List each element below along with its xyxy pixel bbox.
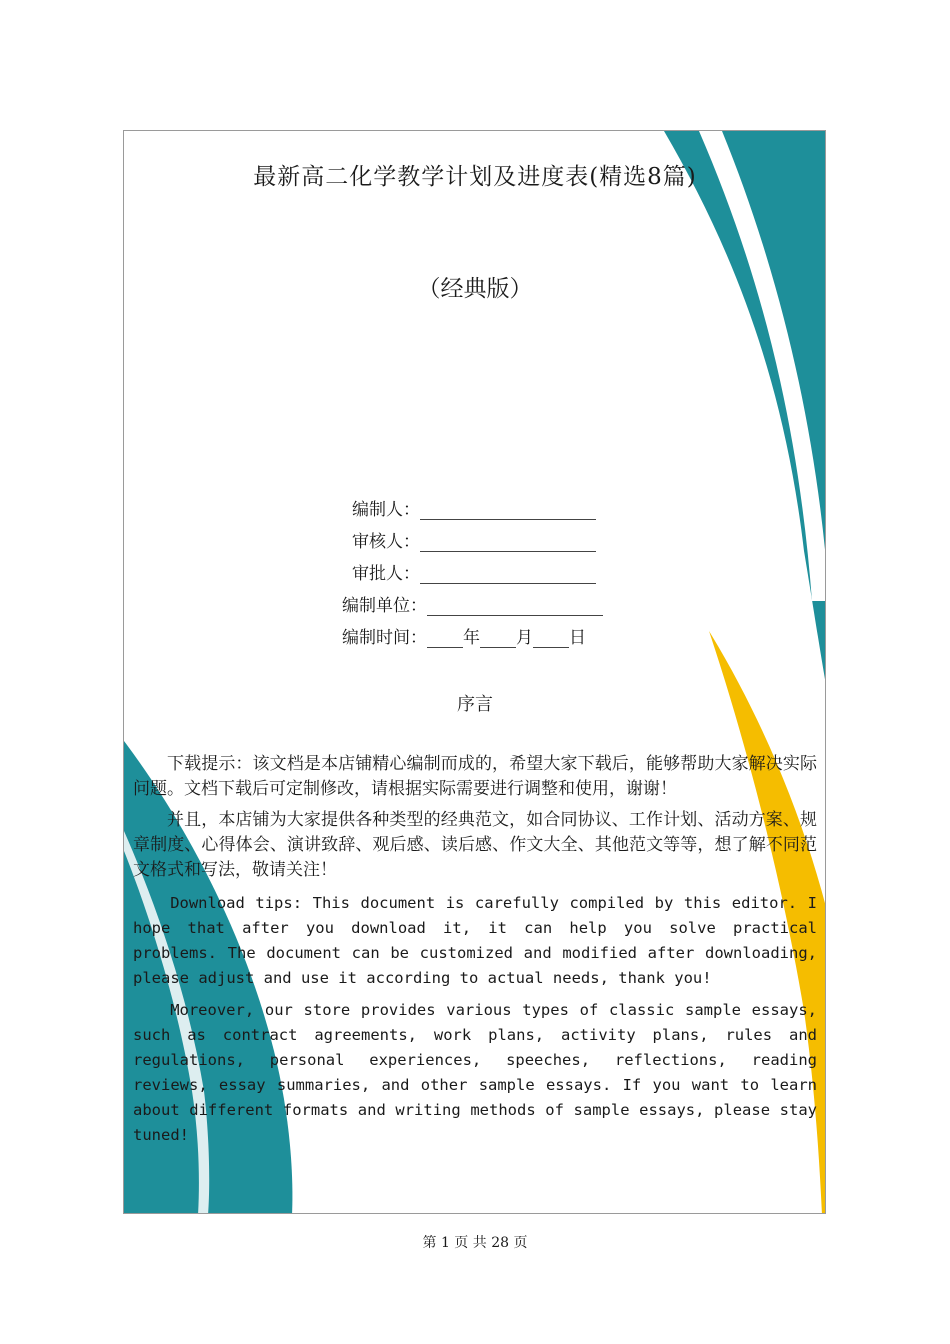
document-subtitle: （经典版） bbox=[417, 276, 533, 302]
unit-input-line[interactable] bbox=[427, 600, 603, 616]
reviewer-input-line[interactable] bbox=[420, 536, 596, 552]
unit-field bbox=[342, 591, 603, 616]
year-input-line[interactable] bbox=[427, 632, 463, 648]
paragraph-cn-2: 并且，本店铺为大家提供各种类型的经典范文，如合同协议、工作计划、活动方案、规章制度、心得体会、演讲致辞、观后感、读后感、作文大全、其他范文等等，想了解不同范文格式和写法，敬请关注！ bbox=[133, 810, 817, 880]
paragraph-cn-1: 下载提示：该文档是本店铺精心编制而成的，希望大家下载后，能够帮助大家解决实际问题。文档下载后可定制修改，请根据实际需要进行调整和使用，谢谢！ bbox=[133, 754, 817, 799]
document-title: 最新高二化学教学计划及进度表(精选8篇) bbox=[253, 164, 697, 190]
reviewer-field bbox=[352, 527, 596, 552]
approver-field bbox=[352, 559, 596, 584]
month-label: 月 bbox=[516, 628, 533, 648]
page-footer: 第 1 页 共 28 页 bbox=[422, 1235, 528, 1251]
approver-label: 审批人： bbox=[352, 564, 420, 584]
year-label: 年 bbox=[463, 628, 480, 648]
approver-input-line[interactable] bbox=[420, 568, 596, 584]
preface-heading: 序言 bbox=[457, 694, 493, 715]
preface-body-cn bbox=[133, 752, 817, 883]
reviewer-label: 审核人： bbox=[352, 532, 420, 552]
unit-label: 编制单位： bbox=[342, 596, 427, 616]
paragraph-en-1: Download tips: This document is carefully compiled by this editor. I hope that after you download it, it can help you solve practical problems. The document can be customized and modified after downloading, please adjust and use it according to actual needs, thank you! bbox=[133, 894, 817, 987]
day-label: 日 bbox=[569, 628, 586, 648]
compiler-field bbox=[352, 495, 596, 520]
compiler-input-line[interactable] bbox=[420, 504, 596, 520]
preface-body-en bbox=[133, 891, 817, 1148]
compiler-label: 编制人： bbox=[352, 500, 420, 520]
time-field bbox=[342, 623, 586, 648]
paragraph-en-2: Moreover, our store provides various types of classic sample essays, such as contract agreements, work plans, activity plans, rules and regulations, personal experiences, speeches, reflections, reading reviews, essay summaries, and other sample essays. If you want to learn about different formats and writing methods of sample essays, please stay tuned! bbox=[133, 1001, 817, 1144]
month-input-line[interactable] bbox=[480, 632, 516, 648]
day-input-line[interactable] bbox=[533, 632, 569, 648]
time-label: 编制时间： bbox=[342, 628, 427, 648]
